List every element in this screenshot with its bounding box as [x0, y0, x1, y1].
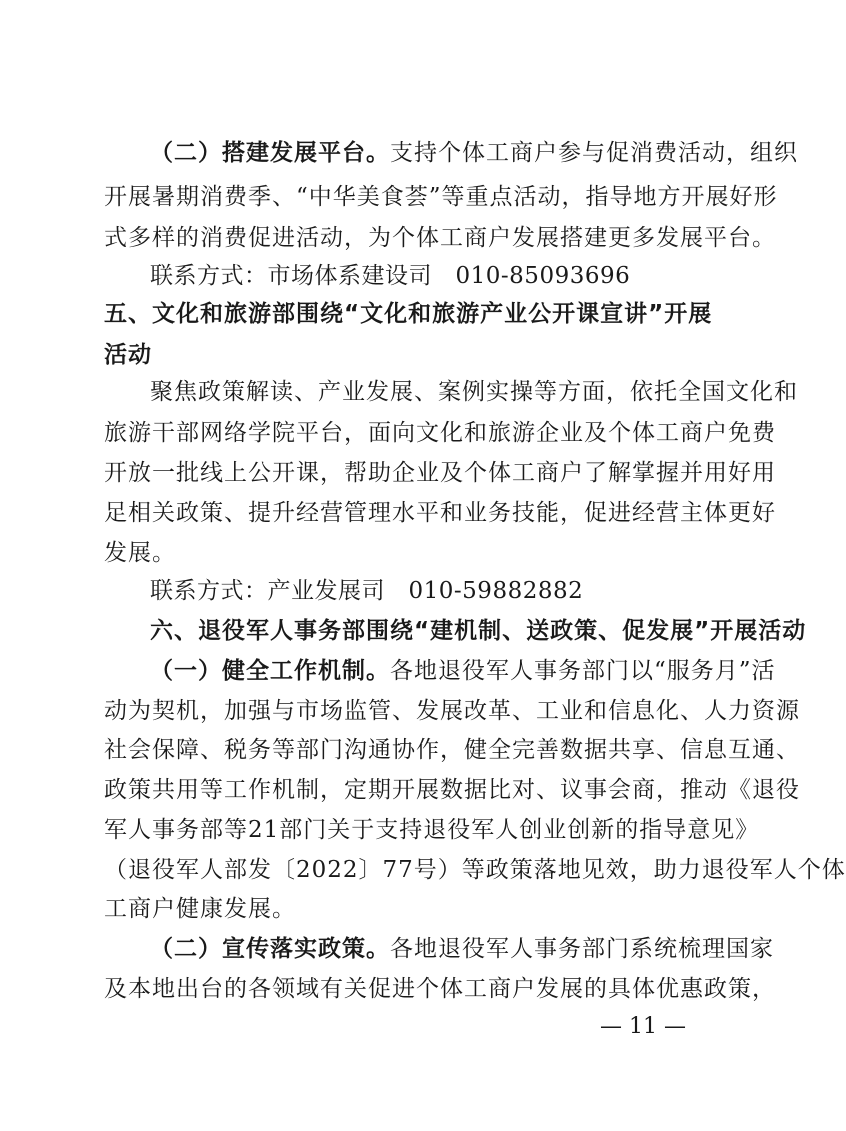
item-title: （二）宣传落实政策。	[150, 936, 390, 962]
paragraph-line: 动为契机，加强与市场监管、发展改革、工业和信息化、人力资源	[104, 698, 800, 724]
section-heading: 六、退役军人事务部围绕“建机制、送政策、促发展”开展活动	[150, 618, 807, 644]
contact-line: 联系方式：产业发展司 010-59882882	[150, 578, 584, 604]
paragraph-line: 旅游干部网络学院平台，面向文化和旅游企业及个体工商户免费	[104, 420, 776, 446]
paragraph-line: 开放一批线上公开课，帮助企业及个体工商户了解掌握并用好用	[104, 460, 776, 486]
paragraph-line: 及本地出台的各领域有关促进个体工商户发展的具体优惠政策，	[104, 976, 776, 1002]
paragraph-line: 开展暑期消费季、“中华美食荟”等重点活动，指导地方开展好形	[104, 184, 778, 210]
paragraph-line: 社会保障、税务等部门沟通协作，健全完善数据共享、信息互通、	[104, 737, 800, 763]
page-number: — 11 —	[600, 1014, 686, 1039]
paragraph-line	[104, 137, 798, 169]
item-title: （二）搭建发展平台。	[150, 140, 390, 166]
paragraph-line: 发展。	[104, 540, 176, 566]
paragraph-line: 聚焦政策解读、产业发展、案例实操等方面，依托全国文化和	[150, 379, 798, 405]
contact-line: 联系方式：市场体系建设司 010-85093696	[150, 263, 631, 289]
paragraph-line: 政策共用等工作机制，定期开展数据比对、议事会商，推动《退役	[104, 777, 800, 803]
paragraph-line	[104, 933, 774, 965]
item-text: 各地退役军人事务部门系统梳理国家	[390, 936, 774, 962]
item-text: 支持个体工商户参与促消费活动，组织	[390, 140, 798, 166]
section-heading: 活动	[104, 342, 152, 368]
item-title: （一）健全工作机制。	[150, 658, 390, 684]
paragraph-line: 足相关政策、提升经营管理水平和业务技能，促进经营主体更好	[104, 500, 776, 526]
section-heading: 五、文化和旅游部围绕“文化和旅游产业公开课宣讲”开展	[104, 301, 713, 327]
paragraph-line: 工商户健康发展。	[104, 896, 296, 922]
paragraph-line: 式多样的消费促进活动，为个体工商户发展搭建更多发展平台。	[104, 225, 776, 251]
item-text: 各地退役军人事务部门以“服务月”活	[390, 658, 776, 684]
paragraph-line: （退役军人部发〔2022〕77号）等政策落地见效，助力退役军人个体	[104, 857, 846, 883]
paragraph-line	[104, 655, 776, 687]
paragraph-line: 军人事务部等21部门关于支持退役军人创业创新的指导意见》	[104, 817, 760, 843]
